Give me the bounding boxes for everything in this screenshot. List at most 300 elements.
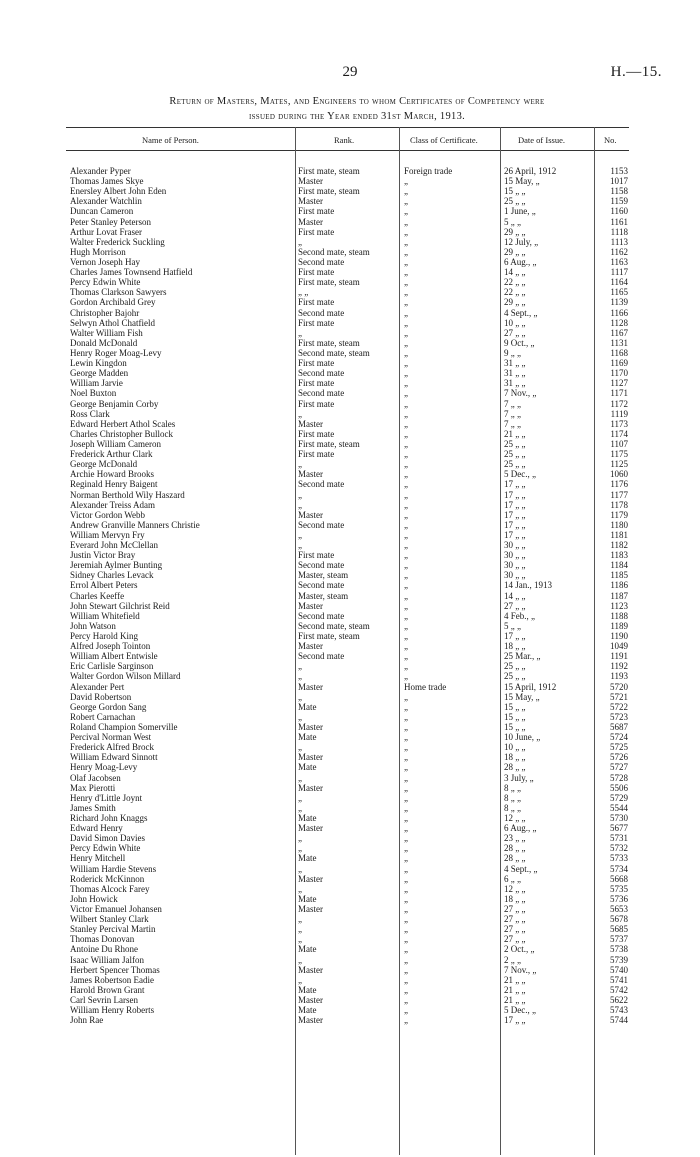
class-cell: „ (404, 347, 408, 358)
rank-cell: Master (298, 873, 323, 884)
person-name: Joseph William Cameron (70, 438, 161, 449)
date-cell: 31 „ „ (504, 378, 526, 389)
table-row (0, 732, 700, 742)
rank-cell: Master (298, 823, 323, 834)
number-cell: 1177 (610, 489, 628, 500)
table-row (0, 894, 700, 904)
table-row (0, 601, 700, 611)
person-name: Eric Carlisle Sarginson (70, 661, 154, 672)
class-cell: „ (404, 438, 408, 449)
number-cell: 1118 (610, 226, 628, 237)
table-row (0, 378, 700, 388)
rank-cell: Second mate (298, 519, 345, 530)
person-name: Sidney Charles Levack (70, 570, 154, 581)
person-name: Henry d'Little Joynt (70, 792, 143, 803)
table-row (0, 671, 700, 681)
class-cell: „ (404, 661, 408, 672)
person-name: David Robertson (70, 691, 132, 702)
number-cell: 5723 (610, 711, 628, 722)
number-cell: 1191 (610, 651, 628, 662)
number-cell: 5730 (610, 813, 628, 823)
person-name: John Howick (70, 893, 118, 904)
date-cell: 7 Nov., „ (504, 964, 537, 975)
number-cell: 1187 (610, 590, 628, 601)
rank-cell: Master (298, 994, 323, 1005)
person-name: Alexander Watchlin (70, 196, 142, 207)
person-name: Frederick Alfred Brock (70, 742, 154, 753)
table-row (0, 843, 700, 853)
table-row (0, 752, 700, 762)
table-row (0, 479, 700, 489)
rank-cell: First mate (298, 297, 335, 308)
table-row (0, 429, 700, 439)
person-name: Herbert Spencer Thomas (70, 964, 160, 975)
date-cell: 9 Oct., „ (504, 337, 535, 348)
rank-cell: Master (298, 782, 323, 793)
person-name: Richard John Knaggs (70, 813, 148, 823)
rank-cell: First mate (298, 267, 335, 278)
class-cell: „ (404, 914, 408, 925)
table-row (0, 469, 700, 479)
table-row (0, 186, 700, 196)
number-cell: 1125 (610, 459, 628, 470)
table-row (0, 287, 700, 297)
date-cell: 15 „ „ (504, 186, 526, 197)
table-row (0, 793, 700, 803)
class-cell: „ (404, 964, 408, 975)
class-cell: „ (404, 1005, 408, 1016)
column-header-rank: Rank. (334, 135, 355, 145)
date-cell: 29 „ „ (504, 297, 526, 308)
header-rule-bottom (66, 150, 629, 151)
person-name: Percy Harold King (70, 631, 138, 642)
table-row (0, 591, 700, 601)
number-cell: 5722 (610, 701, 628, 712)
date-cell: 30 „ „ (504, 560, 526, 571)
person-name: Vernon Joseph Hay (70, 256, 140, 267)
table-row (0, 682, 700, 692)
number-cell: 5506 (610, 782, 628, 793)
date-cell: 25 „ „ (504, 449, 526, 460)
date-cell: 6 „ „ (504, 873, 521, 884)
number-cell: 5724 (610, 732, 628, 743)
number-cell: 5744 (610, 1015, 628, 1026)
date-cell: 27 „ „ (504, 327, 526, 338)
date-cell: 17 „ „ (504, 489, 526, 500)
number-cell: 1107 (610, 438, 628, 449)
person-name: Wilbert Stanley Clark (70, 914, 149, 925)
person-name: Henry Moag-Levy (70, 762, 138, 773)
number-cell: 1119 (610, 408, 628, 419)
rank-cell: First mate (298, 428, 335, 439)
person-name: Roderick McKinnon (70, 873, 145, 884)
rank-cell: Master (298, 641, 323, 652)
class-cell: „ (404, 671, 408, 682)
rank-cell: First mate, steam (298, 186, 360, 197)
date-cell: 7 „ „ (504, 398, 521, 409)
rank-cell: „ (298, 924, 302, 935)
person-name: Duncan Cameron (70, 206, 134, 217)
class-cell: „ (404, 600, 408, 611)
column-header-no: No. (604, 135, 617, 145)
table-row (0, 934, 700, 944)
person-name: Ross Clark (70, 408, 110, 419)
class-cell: „ (404, 307, 408, 318)
number-cell: 1188 (610, 610, 628, 621)
class-cell: „ (404, 701, 408, 712)
table-row (0, 742, 700, 752)
table-row (0, 206, 700, 216)
person-name: Justin Victor Bray (70, 550, 136, 561)
date-cell: 31 „ „ (504, 358, 526, 369)
class-cell: „ (404, 388, 408, 399)
person-name: Hugh Morrison (70, 246, 126, 257)
class-cell: „ (404, 509, 408, 520)
date-cell: 3 July, „ (504, 772, 534, 783)
date-cell: 26 April, 1912 (504, 166, 557, 176)
person-name: Walter William Fish (70, 327, 143, 338)
number-cell: 1113 (610, 236, 628, 247)
number-cell: 5740 (610, 964, 628, 975)
class-cell: „ (404, 378, 408, 389)
date-cell: 5 „ „ (504, 620, 521, 631)
table-row (0, 965, 700, 975)
class-cell: „ (404, 570, 408, 581)
class-cell: „ (404, 408, 408, 419)
class-cell: „ (404, 449, 408, 460)
number-cell: 1170 (610, 368, 628, 379)
class-cell: „ (404, 893, 408, 904)
table-row (0, 712, 700, 722)
person-name: Noel Buxton (70, 388, 117, 399)
date-cell: 25 Mar., „ (504, 651, 541, 662)
class-cell: „ (404, 176, 408, 187)
person-name: Isaac William Jalfon (70, 954, 144, 965)
person-name: John Watson (70, 620, 116, 631)
date-cell: 7 Nov., „ (504, 388, 537, 399)
class-cell: „ (404, 631, 408, 642)
person-name: Jeremiah Aylmer Bunting (70, 560, 163, 571)
number-cell: 5622 (610, 994, 628, 1005)
rank-cell: First mate, steam (298, 277, 360, 288)
date-cell: 17 „ „ (504, 529, 526, 540)
date-cell: 10 „ „ (504, 317, 526, 328)
number-cell: 1167 (610, 327, 628, 338)
class-cell: „ (404, 236, 408, 247)
person-name: William Whitefield (70, 610, 140, 621)
table-row (0, 661, 700, 671)
person-name: Enersley Albert John Eden (70, 186, 167, 197)
number-cell: 1165 (610, 287, 628, 298)
number-cell: 1184 (610, 560, 628, 571)
class-cell: „ (404, 256, 408, 267)
date-cell: 15 May, „ (504, 176, 540, 187)
date-cell: 27 „ „ (504, 934, 526, 945)
person-name: Thomas James Skye (70, 176, 144, 187)
rank-cell: Master (298, 681, 323, 692)
class-cell: „ (404, 246, 408, 257)
person-name: Charles Christopher Bullock (70, 428, 173, 439)
date-cell: 15 „ „ (504, 722, 526, 733)
rank-cell: Master, steam (298, 590, 349, 601)
table-row (0, 1005, 700, 1015)
date-cell: 5 Dec., „ (504, 1005, 536, 1016)
person-name: Lewin Kingdon (70, 358, 127, 369)
number-cell: 1168 (610, 347, 628, 358)
class-cell: „ (404, 853, 408, 864)
date-cell: 21 „ „ (504, 984, 526, 995)
number-cell: 5733 (610, 853, 628, 864)
table-row (0, 237, 700, 247)
date-cell: 7 „ „ (504, 408, 521, 419)
person-name: Christopher Bajohr (70, 307, 140, 318)
number-cell: 1159 (610, 196, 628, 207)
rank-cell: Master (298, 752, 323, 763)
date-cell: 29 „ „ (504, 226, 526, 237)
class-cell: „ (404, 499, 408, 510)
rank-cell: First mate, steam (298, 337, 360, 348)
class-cell: „ (404, 903, 408, 914)
number-cell: 5685 (610, 924, 628, 935)
rank-cell: Second mate (298, 479, 345, 490)
number-cell: 1123 (610, 600, 628, 611)
number-cell: 5720 (610, 681, 628, 692)
table-row (0, 227, 700, 237)
rank-cell: Master (298, 509, 323, 520)
date-cell: 27 „ „ (504, 903, 526, 914)
class-cell: „ (404, 843, 408, 854)
date-cell: 5 „ „ (504, 216, 521, 227)
table-row (0, 500, 700, 510)
date-cell: 8 „ „ (504, 782, 521, 793)
rank-cell: Second mate (298, 388, 345, 399)
number-cell: 1049 (610, 641, 628, 652)
table-row (0, 520, 700, 530)
table-row (0, 853, 700, 863)
class-cell: „ (404, 459, 408, 470)
table-row (0, 641, 700, 651)
date-cell: 17 „ „ (504, 1015, 526, 1026)
number-cell: 5732 (610, 843, 628, 854)
date-cell: 4 Sept., „ (504, 307, 538, 318)
person-name: Selwyn Athol Chatfield (70, 317, 155, 328)
number-cell: 1163 (610, 256, 628, 267)
number-cell: 5738 (610, 944, 628, 955)
table-row (0, 338, 700, 348)
class-cell: „ (404, 428, 408, 439)
class-cell: „ (404, 762, 408, 773)
class-cell: „ (404, 560, 408, 571)
table-row (0, 692, 700, 702)
class-cell: „ (404, 489, 408, 500)
date-cell: 18 „ „ (504, 641, 526, 652)
column-header-name: Name of Person. (142, 135, 199, 145)
class-cell: „ (404, 337, 408, 348)
person-name: Everard John McClellan (70, 540, 158, 551)
class-cell: „ (404, 610, 408, 621)
number-cell: 5735 (610, 883, 628, 894)
person-name: Walter Gordon Wilson Millard (70, 671, 181, 682)
class-cell: „ (404, 934, 408, 945)
rank-cell: „ (298, 661, 302, 672)
number-cell: 5668 (610, 873, 628, 884)
class-cell: „ (404, 813, 408, 823)
table-row (0, 409, 700, 419)
class-cell: „ (404, 287, 408, 298)
table-row (0, 813, 700, 823)
person-name: Peter Stanley Peterson (70, 216, 151, 227)
date-cell: 2 Oct., „ (504, 944, 535, 955)
title-line-1: Return of Masters, Mates, and Engineers to whom Certificates of Competency were (169, 96, 545, 107)
table-row (0, 874, 700, 884)
table-row (0, 439, 700, 449)
date-cell: 25 „ „ (504, 196, 526, 207)
person-name: Alexander Treiss Adam (70, 499, 155, 510)
number-cell: 5721 (610, 691, 628, 702)
person-name: Percy Edwin White (70, 277, 141, 288)
class-cell: „ (404, 883, 408, 894)
class-cell: „ (404, 479, 408, 490)
number-cell: 5743 (610, 1005, 628, 1016)
person-name: George McDonald (70, 459, 138, 470)
rank-cell: „ (298, 914, 302, 925)
rank-cell: „ (298, 802, 302, 813)
date-cell: 8 „ „ (504, 802, 521, 813)
date-cell: 12 „ „ (504, 883, 526, 894)
person-name: Errol Albert Peters (70, 580, 138, 591)
class-cell: „ (404, 954, 408, 965)
class-cell: „ (404, 550, 408, 561)
person-name: Reginald Henry Baigent (70, 479, 158, 490)
person-name: William Mervyn Fry (70, 529, 145, 540)
class-cell: „ (404, 418, 408, 429)
class-cell: „ (404, 863, 408, 874)
rank-cell: „ (298, 863, 302, 874)
person-name: Percival Norman West (70, 732, 152, 743)
number-cell: 1127 (610, 378, 628, 389)
date-cell: 5 Dec., „ (504, 469, 536, 480)
rank-cell: Second mate (298, 256, 345, 267)
number-cell: 5687 (610, 722, 628, 733)
table-row (0, 267, 700, 277)
table-row (0, 166, 700, 176)
number-cell: 5678 (610, 914, 628, 925)
number-cell: 1181 (610, 529, 628, 540)
table-row (0, 318, 700, 328)
rank-cell: Master (298, 600, 323, 611)
rank-cell: First mate (298, 358, 335, 369)
date-cell: 6 Aug., „ (504, 256, 537, 267)
person-name: James Smith (70, 802, 116, 813)
person-name: Carl Sevrin Larsen (70, 994, 138, 1005)
date-cell: 1 June, „ (504, 206, 536, 217)
date-cell: 4 Sept., „ (504, 863, 538, 874)
rank-cell: „ (298, 499, 302, 510)
rank-cell: „ (298, 489, 302, 500)
number-cell: 1175 (610, 449, 628, 460)
number-cell: 5726 (610, 752, 628, 763)
rank-cell: „ (298, 236, 302, 247)
rank-cell: „ (298, 540, 302, 551)
date-cell: 8 „ „ (504, 792, 521, 803)
class-cell: „ (404, 267, 408, 278)
person-name: William Hardie Stevens (70, 863, 157, 874)
date-cell: 30 „ „ (504, 570, 526, 581)
rank-cell: „ (298, 792, 302, 803)
number-cell: 1186 (610, 580, 628, 591)
class-cell: „ (404, 984, 408, 995)
class-cell: Foreign trade (404, 166, 453, 176)
table-row (0, 176, 700, 186)
class-cell: „ (404, 580, 408, 591)
number-cell: 1180 (610, 519, 628, 530)
table-row (0, 368, 700, 378)
rank-cell: Master (298, 418, 323, 429)
rank-cell: „ (298, 974, 302, 985)
date-cell: 27 „ „ (504, 600, 526, 611)
person-name: John Stewart Gilchrist Reid (70, 600, 170, 611)
person-name: Andrew Granville Manners Christie (70, 519, 200, 530)
number-cell: 5727 (610, 762, 628, 773)
number-cell: 1172 (610, 398, 628, 409)
rank-cell: First mate (298, 550, 335, 561)
person-name: George Gordon Sang (70, 701, 147, 712)
date-cell: 17 „ „ (504, 631, 526, 642)
table-row (0, 651, 700, 661)
person-name: Alfred Joseph Tointon (70, 641, 151, 652)
table-row (0, 944, 700, 954)
person-name: Alexander Pyper (70, 166, 131, 176)
number-cell: 5731 (610, 833, 628, 844)
rank-cell: Mate (298, 944, 317, 955)
table-row (0, 550, 700, 560)
person-name: Victor Gordon Webb (70, 509, 146, 520)
person-name: Henry Mitchell (70, 853, 126, 864)
date-cell: 28 „ „ (504, 762, 526, 773)
class-cell: „ (404, 317, 408, 328)
class-cell: „ (404, 206, 408, 217)
rank-cell: Mate (298, 984, 317, 995)
table-row (0, 540, 700, 550)
rank-cell: „ (298, 934, 302, 945)
number-cell: 5734 (610, 863, 628, 874)
class-cell: „ (404, 519, 408, 530)
person-name: Olaf Jacobsen (70, 772, 121, 783)
date-cell: 25 „ „ (504, 459, 526, 470)
class-cell: „ (404, 711, 408, 722)
table-row (0, 570, 700, 580)
table-row (0, 490, 700, 500)
table-row (0, 277, 700, 287)
number-cell: 1060 (610, 469, 628, 480)
class-cell: „ (404, 772, 408, 783)
page-reference: H.—15. (610, 64, 662, 80)
rank-cell: First mate (298, 317, 335, 328)
table-row (0, 580, 700, 590)
person-name: William Henry Roberts (70, 1005, 155, 1016)
date-cell: 17 „ „ (504, 509, 526, 520)
class-cell: „ (404, 873, 408, 884)
class-cell: „ (404, 590, 408, 601)
rank-cell: „ (298, 772, 302, 783)
class-cell: „ (404, 641, 408, 652)
class-cell: „ (404, 924, 408, 935)
rank-cell: First mate, steam (298, 438, 360, 449)
class-cell: „ (404, 277, 408, 288)
table-row (0, 217, 700, 227)
column-header-date: Date of Issue. (518, 135, 565, 145)
class-cell: „ (404, 742, 408, 753)
